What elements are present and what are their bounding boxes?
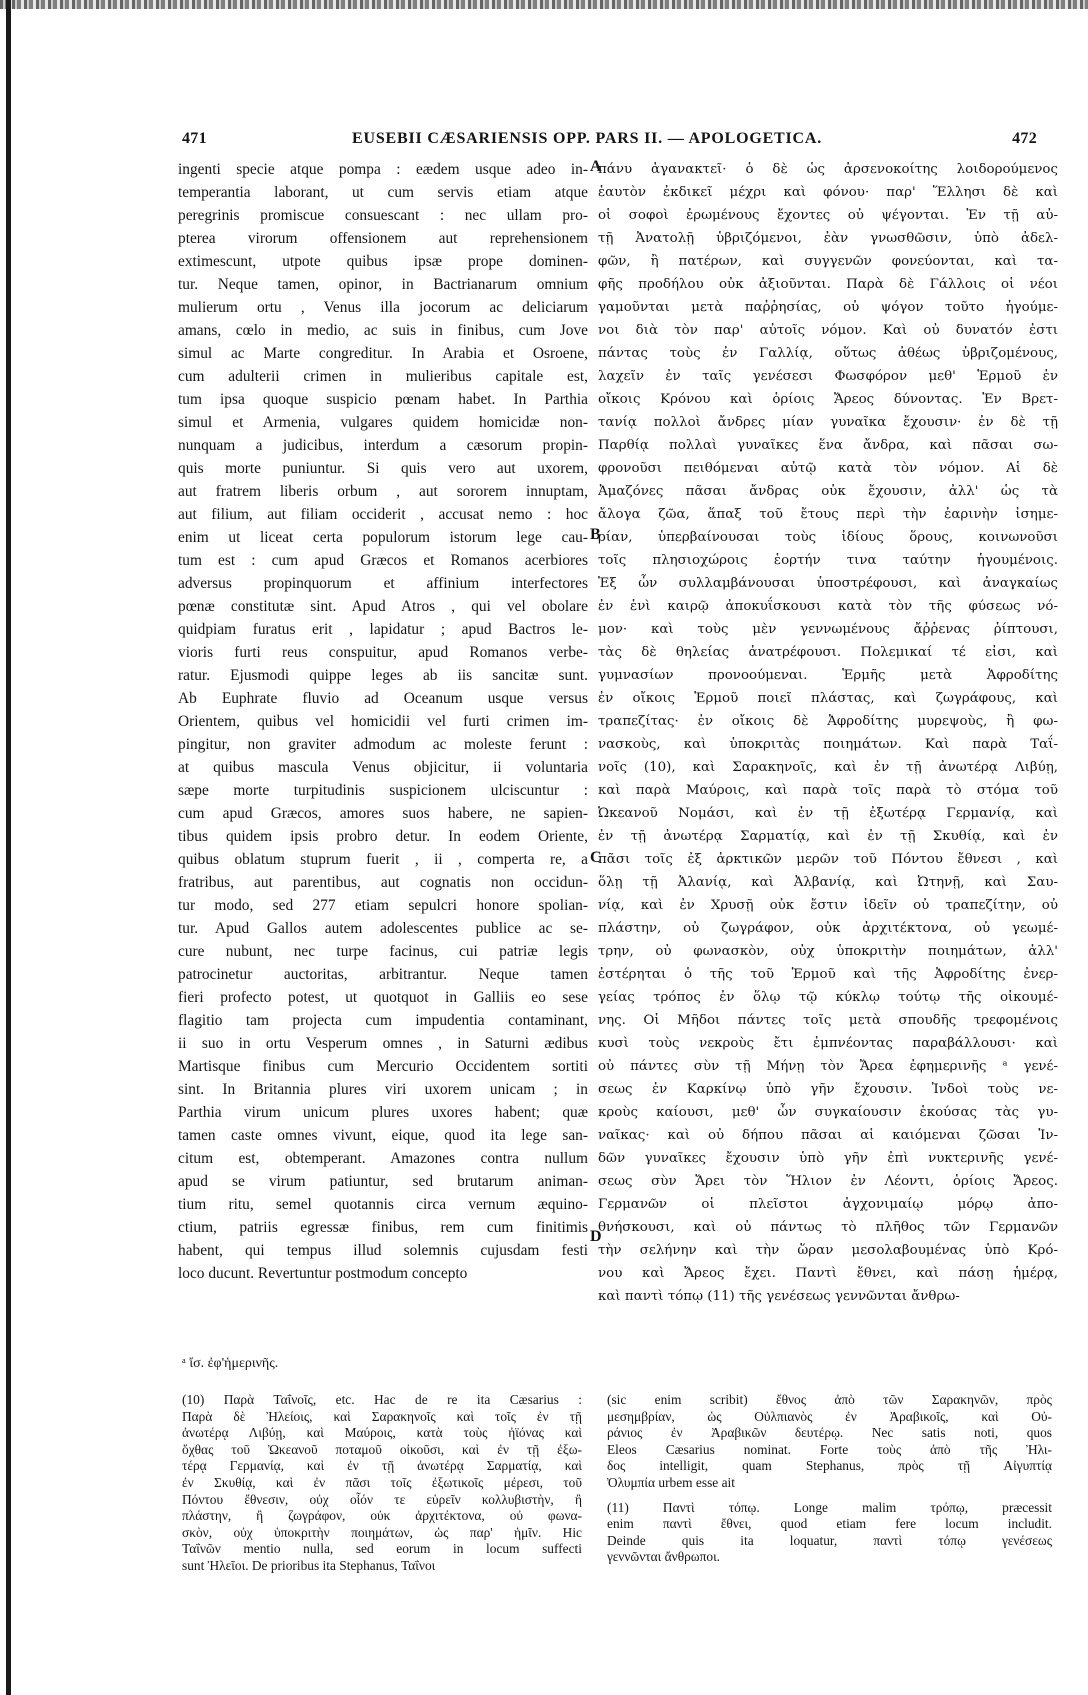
latin-line: patrocinetur auctoritas, arbitrantur. Neque tamen [178, 966, 588, 983]
latin-line: quibus oblatum stuprum fuerit , ii , comperta re, a [178, 851, 588, 868]
latin-line: apud se virum patiuntur, sed brutarum animan- [178, 1173, 588, 1190]
note-line: σκὸν, οὐχ ὑποκριτὴν ποιημάτων, ὡς παρ' ἡμῖν. Hic [182, 1524, 582, 1540]
margin-letter-b: B [590, 526, 601, 543]
greek-line: λαχεῖν ἐν ταῖς γενέσεσι Φωσφόρον μεθ' Ἑρμοῦ ἐν [598, 369, 1058, 384]
greek-line: ρίαν, ὑπερβαίνουσαι τοὺς ἰδίους ὅρους, κοινωνοῦσι [598, 530, 1058, 545]
latin-line: Parthia virum unicum plures uxores habent; quæ [178, 1104, 588, 1121]
latin-line: cum adulterii crimen in mulieribus capitale est, [178, 368, 588, 385]
note-line: τέρᾳ Γερμανίᾳ, καὶ ἐν τῇ ἀνωτέρᾳ Σαρματίᾳ, καὶ [182, 1458, 582, 1474]
latin-line: tum ipsa quoque suspicio pœnam habet. In Parthia [178, 391, 588, 408]
latin-line: loco ducunt. Revertuntur postmodum concepto [178, 1265, 468, 1282]
latin-line: aut fratrem liberis orbum , aut sororem innuptam, [178, 483, 588, 500]
greek-line: ἑαυτὸν ἐκδικεῖ μέχρι καὶ φόνου· παρ' Ἕλλησι δὲ καὶ [598, 185, 1058, 200]
greek-line: πάνυ ἀγανακτεῖ· ὁ δὲ ὡς ἀρσενοκοίτης λοιδορούμενος [598, 162, 1058, 177]
latin-line: at quibus mascula Venus objicitur, ii voluntaria [178, 759, 588, 776]
greek-line: Ὠκεανοῦ Νομάσι, καὶ ἐν τῇ ἐξωτέρᾳ Γερμανίᾳ, καὶ [598, 806, 1058, 821]
greek-line: Ἀμαζόνες πᾶσαι ἄνδρας οὐκ ἔχουσιν, ἀλλ' ὡς τὰ [598, 484, 1058, 499]
latin-line: sæpe morte turpitudinis suspicionem ulciscuntur : [178, 782, 588, 799]
greek-line: οἱ σοφοὶ ἐρωμένους ἔχοντες οὐ ψέγονται. Ἐν τῇ αὐ- [598, 208, 1058, 223]
greek-line: τραπεζίτας· ἐν οἴκοις δὲ Ἀφροδίτης μυρεψοὺς, ἢ φω- [598, 714, 1058, 729]
latin-line: tur modo, sed 277 etiam sepulcri honore spolian- [178, 897, 588, 914]
latin-line: quis morte puniuntur. Si quis vero aut uxorem, [178, 460, 588, 477]
latin-line: tur. Apud Gallos autem adolescentes publice ac se- [178, 920, 588, 937]
greek-line: οἴκοις Κρόνου καὶ ὁρίοις Ἄρεος δύνοντας. Ἐν Βρετ- [598, 392, 1058, 407]
greek-line: Ἐξ ὧν συλλαμβάνουσαι ὑποστρέφουσι, καὶ ἀναγκαίως [598, 576, 1058, 591]
greek-line: πλάστην, οὐ ζωγράφον, οὐκ ἀρχιτέκτονα, οὐ γεωμέ- [598, 921, 1058, 936]
notes-left [182, 1392, 582, 1575]
greek-line: τρην, οὐ φωνασκὸν, οὐχ ὑποκριτὴν ποιημάτων, ἀλλ' [598, 944, 1058, 959]
note-line: (sic enim scribit) ἔθνος ἀπὸ τῶν Σαρακηνῶν, πρὸς [607, 1392, 1052, 1407]
latin-line: habent, qui tempus illud solemnis cujusdam festi [178, 1242, 588, 1259]
greek-line: μον· καὶ τοὺς μὲν γεννωμένους ἄῤῥενας ῥίπτουσι, [598, 622, 1058, 637]
latin-line: tibus quidem ipsis probro detur. In eodem Oriente, [178, 828, 588, 845]
greek-line: καὶ παρὰ Μαύροις, καὶ παρὰ τοῖς παρὰ τὸ στόμα τοῦ [598, 783, 1058, 798]
note-line: Παρὰ δὲ Ἠλείοις, καὶ Σαρακηνοῖς καὶ τοῖς ἐν τῇ [182, 1408, 582, 1424]
note-line: γεννῶνται ἄνθρωποι. [607, 1549, 721, 1565]
note-line: πλάστην, ἢ ζωγράφον, οὐκ ἀρχιτέκτονα, οὐ φωνα- [182, 1508, 582, 1524]
latin-line: fratribus, aut parentibus, aut cognatis non occidun- [178, 874, 588, 891]
latin-line: cure nubunt, nec turpe facinus, cui patriæ legis [178, 943, 588, 960]
greek-line: Γερμανῶν οἱ πλεῖστοι ἀγχονιμαίῳ μόρῳ ἀπο- [598, 1197, 1058, 1212]
latin-line: mulierum ortu , Venus illa jocorum ac deliciarum [178, 299, 588, 316]
note-line: ράνιος ἐν Ἀραβικῶν δευτέρῳ. Nec satis noti, quos [607, 1425, 1052, 1441]
greek-line: ἐν τῇ ἀνωτέρᾳ Σαρματίᾳ, καὶ ἐν τῇ Σκυθίᾳ, καὶ ἐν [598, 829, 1058, 844]
greek-line: Παρθίᾳ πολλαὶ γυναῖκες ἕνα ἄνδρα, καὶ πᾶσαι σω- [598, 438, 1058, 453]
greek-line: οὐ πάντες σὺν τῇ Μήνῃ τὸν Ἄρεα ἐφημερινῆς ᵃ γενέ- [598, 1059, 1058, 1074]
latin-line: enim ut liceat certa populorum istorum lege cau- [178, 529, 588, 546]
latin-line: sint. In Britannia plures viri uxorem unicam ; in [178, 1081, 588, 1098]
latin-line: ratur. Ejusmodi quippe leges ab iis sancitæ sunt. [178, 667, 588, 684]
greek-line: νου καὶ Ἄρεος ἔχει. Παντὶ ἔθνει, καὶ πάσῃ ἡμέρᾳ, [598, 1266, 1058, 1281]
greek-line: ἐστέρηται ὁ τῆς τοῦ Ἑρμοῦ καὶ τῆς Ἀφροδίτης ἐνερ- [598, 967, 1058, 982]
latin-line: nunquam a judicibus, interdum a cæsorum propin- [178, 437, 588, 454]
latin-line: cum apud Græcos, amores suos habere, ne sapien- [178, 805, 588, 822]
latin-line: aut filium, aut filiam occiderit , accusat nemo : hoc [178, 506, 588, 523]
greek-line: νοι διὰ τὸν παρ' αὐτοῖς νόμον. Καὶ οὐ δυνατόν ἐστι [598, 323, 1058, 338]
latin-line: Orientem, quibus vel homicidii vel furti crimen im- [178, 713, 588, 730]
running-header [182, 130, 1052, 156]
greek-line: ναῖκας· καὶ οὐ δήπου πᾶσαι αἱ καιόμεναι ζῶσαι Ἰν- [598, 1128, 1058, 1143]
note-line: Ταΐνῶν mentio nulla, sed eorum in locum suffecti [182, 1541, 582, 1557]
note-line: (11) Παντὶ τόπῳ. Longe malim τρόπῳ, præcessit [607, 1499, 1052, 1515]
latin-line: tur. Neque tamen, opinor, in Bactrianarum omnium [178, 276, 588, 293]
greek-line: ἄλογα ζῶα, ἅπαξ τοῦ ἔτους περὶ τὴν ἐαρινὴν ἰσημε- [598, 507, 1058, 522]
greek-line: γείας τρόπος ἐν ὅλῳ τῷ κύκλῳ τούτῳ τῆς οἰκουμέ- [598, 990, 1058, 1005]
note-line: ἐν Σκυθίᾳ, καὶ ἐν πᾶσι τοῖς ἐξωτικοῖς μέρεσι, τοῦ [182, 1474, 582, 1490]
page-left-edge [6, 0, 11, 1695]
note-line: δος intelligit, quam Stephanus, πρὸς τῇ Αἰγυπτίᾳ [607, 1458, 1052, 1474]
greek-line: καὶ παντὶ τόπῳ (11) τῆς γενέσεως γεννῶνται ἄνθρω- [598, 1289, 960, 1304]
margin-letter-d: D [590, 1228, 602, 1245]
greek-line: νασκοὺς, καὶ ὑποκριτὰς ποιημάτων. Καὶ παρὰ Ταΐ- [598, 737, 1058, 752]
note-line: ἀνωτέρᾳ Λιβύῃ, καὶ Μαύροις, κατὰ τοὺς ἠϊόνας καὶ [182, 1425, 582, 1441]
page-number-right: 472 [1012, 130, 1037, 147]
page-top-edge [0, 0, 1088, 9]
greek-line: φῶν, ἢ πατέρων, καὶ συγγενῶν φονεύονται, καὶ τα- [598, 254, 1058, 269]
latin-line: tium ritu, semel quotannis circa vernum æquino- [178, 1196, 588, 1213]
greek-line: ὅλῃ τῇ Ἀλανίᾳ, καὶ Ἀλβανίᾳ, καὶ Ὠτηνῇ, καὶ Σαυ- [598, 875, 1058, 890]
latin-line: amans, cœlo in medio, ac suis in finibus, cum Jove [178, 322, 588, 339]
greek-line: νοῖς (10), καὶ Σαρακηνοῖς, καὶ ἐν τῇ ἀνωτέρᾳ Λιβύῃ, [598, 760, 1058, 775]
greek-line: φρονοῦσι πειθόμεναι αὐτῷ κατὰ τὸν νόμον. Αἱ δὲ [598, 461, 1058, 476]
latin-line: tum est : cum apud Græcos et Romanos acerbiores [178, 552, 588, 569]
greek-line: δῶν γυναῖκες ἔχουσιν ὑπὸ γῆν ἐπὶ νυκτερινῆς γενέ- [598, 1151, 1058, 1166]
greek-line: κροὺς καίουσι, μεθ' ὧν συγκαίουσιν ἑκούσας τὰς γυ- [598, 1105, 1058, 1120]
greek-line: κυσὶ τοὺς νεκροὺς ἔτι ἐμπνέοντας παραβάλλουσι· καὶ [598, 1036, 1058, 1051]
note-line: Eleos Cæsarius nominat. Forte τοὺς ἀπὸ τῆς Ἠλι- [607, 1441, 1052, 1457]
margin-letter-a: A [590, 158, 602, 175]
greek-line: γαμοῦνται μετὰ παῤῥησίας, οὐ ψόγον τοῦτο ἡγούμε- [598, 300, 1058, 315]
notes-right [607, 1392, 1052, 1566]
note-line: ὄχθας τοῦ Ὠκεανοῦ ποταμοῦ οἰκοῦσι, καὶ ἐν τῇ ἐξω- [182, 1441, 582, 1457]
latin-line: flagitio tam projecta cum impudentia contaminant, [178, 1012, 588, 1029]
latin-line: ctium, patriis egressæ finibus, rem cum finitimis [178, 1219, 588, 1236]
latin-line: pterea virorum offensionem aut reprehensionem [178, 230, 588, 247]
footnote-a: ᵃ ἴσ. ἐφ'ἡμερινῆς. [182, 1356, 279, 1371]
note-line: μεσημβρίαν, ὡς Οὐλπιανὸς ἐν Ἀραβικοῖς, καὶ Οὐ- [607, 1408, 1052, 1424]
greek-line: πάντας τοὺς ἐν Γαλλίᾳ, οὕτως ἀθέως ὑβριζομένους, [598, 346, 1058, 361]
margin-letter-c: C [590, 849, 602, 866]
latin-column [178, 158, 588, 1285]
latin-line: pœnæ constitutæ sint. Apud Atros , qui vel obolare [178, 598, 588, 615]
latin-line: fieri profecto potest, ut quotquot in Galliis eo sese [178, 989, 588, 1006]
greek-line: νης. Οἱ Μῆδοι πάντες τοῖς μετὰ σπουδῆς τρεφομένοις [598, 1013, 1058, 1028]
running-title: EUSEBII CÆSARIENSIS OPP. PARS II. — APOLOGETICA. [352, 130, 823, 147]
latin-line: ingenti specie atque pompa : eædem usque adeo in- [178, 161, 588, 178]
latin-line: pingitur, non graviter admodum ac moleste ferunt : [178, 736, 588, 753]
greek-line: φῆς προδήλου οὐκ ἀξιοῦνται. Παρὰ δὲ Γάλλοις οἱ νέοι [598, 277, 1058, 292]
latin-line: tamen caste omnes vivunt, eique, quod ita lege san- [178, 1127, 588, 1144]
latin-line: adversus propinquorum et affinium interfectores [178, 575, 588, 592]
latin-line: simul et Armenia, vulgares quidem homicidæ non- [178, 414, 588, 431]
latin-line: temperantia laborant, ut cum servis etiam atque [178, 184, 588, 201]
latin-line: peregrinis promiscue consuescant : nec ullam pro- [178, 207, 588, 224]
note-line: sunt Ἠλεῖοι. De prioribus ita Stephanus, Ταΐνοι [182, 1557, 436, 1573]
greek-line: σεως ἐν Καρκίνῳ ὑπὸ γῆν ἔχουσιν. Ἰνδοὶ τοὺς νε- [598, 1082, 1058, 1097]
greek-line: πᾶσι τοῖς ἐξ ἀρκτικῶν μερῶν τοῦ Πόντου ἔθνεσι , καὶ [598, 852, 1058, 867]
latin-line: quidpiam furatus erit , lapidatur ; apud Bactros le- [178, 621, 588, 638]
note-line: (10) Παρὰ Ταΐνοῖς, etc. Hac de re ita Cæsarius : [182, 1392, 582, 1407]
note-line: Deinde quis ita loquatur, παντὶ τόπῳ γενέσεως [607, 1532, 1052, 1548]
greek-line: ἐν ἑνὶ καιρῷ ἀποκυΐσκουσι κατὰ τὸν τῆς φύσεως νό- [598, 599, 1058, 614]
greek-line: γυμνασίων προνοούμεναι. Ἑρμῆς μετὰ Ἀφροδίτης [598, 668, 1058, 683]
page-number-left: 471 [182, 130, 207, 147]
greek-line: τῇ Ἀνατολῇ ὑβριζόμενοι, ἐὰν γνωσθῶσιν, ὑπὸ ἀδελ- [598, 231, 1058, 246]
latin-line: ii suo in ortu Vesperum omnes , in Saturni ædibus [178, 1035, 588, 1052]
greek-line: τοῖς πλησιοχώροις ἑορτήν τινα ταύτην ἡγουμένοις. [598, 553, 1058, 568]
greek-line: νίᾳ, καὶ ἐν Χρυσῇ οὐκ ἔστιν ἰδεῖν οὐ τραπεζίτην, οὐ [598, 898, 1058, 913]
greek-line: θνήσκουσι, καὶ οὐ πάντως τὸ πλῆθος τῶν Γερμανῶν [598, 1220, 1058, 1235]
latin-line: simul ac Marte congreditur. In Arabia et Osroene, [178, 345, 588, 362]
greek-line: ἐν οἴκοις Ἑρμοῦ ποιεῖ πλάστας, καὶ ζωγράφους, καὶ [598, 691, 1058, 706]
note-line: enim παντὶ ἔθνει, quod etiam fere locum includit. [607, 1516, 1052, 1532]
latin-line: citum est, obtemperant. Amazones contra nullum [178, 1150, 588, 1167]
greek-line: τὰς δὲ θηλείας ἀνατρέφουσι. Πολεμικαί τέ εἰσι, καὶ [598, 645, 1058, 660]
note-line: Πόντου ἔθνεσιν, οὐχ οἷόν τε εὑρεῖν κολλυβιστὴν, ἢ [182, 1491, 582, 1507]
latin-line: Ab Euphrate fluvio ad Oceanum usque versus [178, 690, 588, 707]
greek-line: τὴν σελήνην καὶ τὴν ὥραν μεσολαβουμένας ὑπὸ Κρό- [598, 1243, 1058, 1258]
note-gap [607, 1492, 1052, 1500]
latin-line: extimescunt, utpote quibus ipsæ prope dominen- [178, 253, 588, 270]
greek-line: σεως σὺν Ἄρει τὸν Ἥλιον ἐν Λέοντι, ὁρίοις Ἄρεος. [598, 1174, 1058, 1189]
greek-line: τανίᾳ πολλοὶ ἄνδρες μίαν γυναῖκα ἔχουσιν· ἐν δὲ τῇ [598, 415, 1058, 430]
latin-line: Martisque finibus cum Mercurio Occidentem sortiti [178, 1058, 588, 1075]
note-line: Ὀλυμπία urbem esse ait [607, 1474, 735, 1490]
latin-line: vioris furti reus conspuitur, apud Romanos verbe- [178, 644, 588, 661]
greek-column [598, 158, 1058, 1308]
